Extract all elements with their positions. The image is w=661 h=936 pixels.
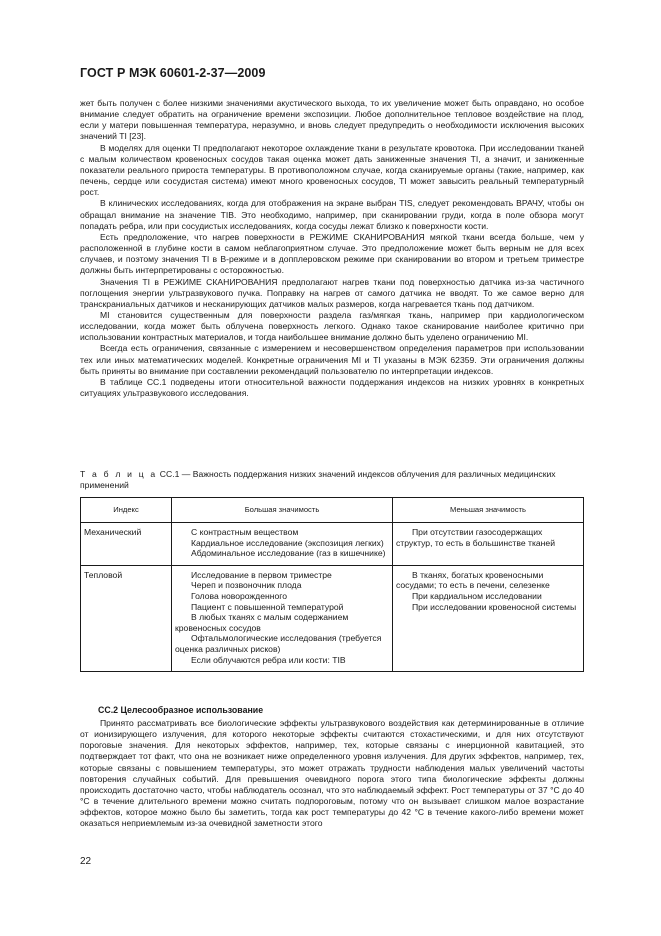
list-item: Череп и позвоночник плода [191, 580, 302, 591]
list-item: При кардиальном исследовании [412, 590, 542, 601]
paragraph: Принято рассматривать все биологические эффекты ультразвукового воздействия как детерминированные в отличие от ионизирующего излучения, для которого некоторые эффекты считаются стохастическими, и для них отсутствуют пороговые значения. Для некоторых эффектов, например, тех, которые связаны с инерционной кавитацией, это подтверждает тот факт, что она не возникает ниже определенного уровня излучения. Для других эффектов, например, тех, которые связаны с повышением температуры, это может отражать трудности наблюдения малых увеличений частоты повторения случайных событий. Для превышения очевидного порога этого типа биологические эффекты должны происходить достаточно часто, чтобы наблюдатель осознал, что это наблюдаемый эффект. Рост температуры от 37 °С до 40 °С в течение длительного времени можно считать подпороговым, потому что он вызывает слишком малое возрастание эффектов, которое можно было бы заметить, тогда как рост температуры до 42 °С в течение какого-либо времени может оказаться неприемлемым из-за очевидной заметности этого [80, 718, 584, 829]
list-item: Исследование в первом триместре [191, 569, 332, 580]
cell-high [172, 523, 393, 566]
table-caption-text: СС.1 — Важность поддержания низких значений индексов облучения для различных медицинских применений [80, 469, 556, 490]
header-index: Индекс [81, 498, 172, 523]
table-row [81, 565, 584, 671]
cell-index: Тепловой [81, 565, 172, 671]
paragraph: жет быть получен с более низкими значениями акустического выхода, то их увеличение может быть оправдано, но особое внимание следует обратить на ограничение времени экспозиции. Любое дополнительное тепловое воздействие на плод, если у матери повышенная температура, неразумно, и вновь следует предупредить о необходимости исключения высоких значений TI [23]. [80, 98, 584, 142]
header-low: Меньшая значимость [393, 498, 584, 523]
list-item: При исследовании кровеносной системы [412, 601, 577, 612]
header-high: Большая значимость [172, 498, 393, 523]
cell-index: Механический [81, 523, 172, 566]
table-row [81, 523, 584, 566]
paragraph: В клинических исследованиях, когда для отображения на экране выбран TIS, следует рекомендовать ВРАЧУ, чтобы он обращал внимание на значение TIB. Это необходимо, например, при сканировании груди, когда в поле обзора могут попадать ребра, или при сосудистых исследованиях, когда сосуды лежат близко к поверхности кости. [80, 198, 584, 231]
body-text-top [80, 98, 584, 399]
body-text-bottom [80, 718, 584, 830]
paragraph: Значения TI в РЕЖИМЕ СКАНИРОВАНИЯ предполагают нагрев ткани под поверхностью датчика из-за частичного поглощения энергии ультразвукового пучка. Поправку на нагрев от самого датчика не вводят. То же самое верно для транскраниальных датчиков и несканирующих датчиков малых размеров, когда нагревается ткань под датчиком. [80, 276, 584, 309]
page-number: 22 [80, 856, 92, 867]
list-item: Голова новорожденного [191, 590, 287, 601]
cell-low [393, 523, 584, 566]
table-header-row [81, 498, 584, 523]
list-item: В любых тканях с малым содержанием кровеносных сосудов [175, 612, 349, 633]
list-item: В тканях, богатых кровеносными сосудами; то есть в печени, селезенке [396, 569, 550, 591]
importance-table [80, 497, 584, 672]
paragraph: Всегда есть ограничения, связанные с измерением и несовершенством определения параметров при использовании тех или иных математических моделей. Конкретные ограничения MI и TI указаны в МЭК 62359. Эти ограничения должны быть приняты во внимание при составлении рекомендаций пользователю по интерпретации индексов. [80, 343, 584, 376]
standard-header: ГОСТ Р МЭК 60601-2-37—2009 [80, 66, 266, 80]
cell-high [172, 565, 393, 671]
list-item: При отсутствии газосодержащих структур, то есть в большинстве тканей [396, 527, 555, 548]
cell-low [393, 565, 584, 671]
list-item: Пациент с повышенной температурой [191, 601, 344, 612]
table-caption-label: Т а б л и ц а [80, 469, 158, 479]
list-item: Если облучаются ребра или кости: TIB [191, 654, 346, 665]
paragraph: В моделях для оценки TI предполагают некоторое охлаждение ткани в результате кровотока. При исследовании тканей с малым количеством кровеносных сосудов такая оценка может дать заниженные значения TI, а значит, и заниженные показатели реального прироста температуры. В противоположном случае, когда сканируемые органы (такие, например, как печень, сердце или сосудистая система) имеют много кровеносных сосудов, TI может завысить реальный температурный рост. [80, 142, 584, 198]
list-item: Офтальмологические исследования (требуется оценка различных рисков) [175, 633, 382, 654]
paragraph: Есть предположение, что нагрев поверхности в РЕЖИМЕ СКАНИРОВАНИЯ мягкой ткани всегда больше, чем у расположенной в глубине кости в самом неблагоприятном случае. Это предположение может быть верным не для всех случаев, и поэтому значения TI в B-режиме и в допплеровском режиме при сканировании во втором и третьем триместре должны быть интерпретированы с осторожностью. [80, 231, 584, 276]
paragraph: MI становится существенным для поверхности раздела газ/мягкая ткань, например при кардиологическом исследовании, когда может быть облучена поверхность легкого. Однако такое сканирование наиболее критично при использовании контрастных материалов, и тогда наибольшее внимание должно быть уделено ограничению MI. [80, 309, 584, 343]
table-caption [80, 469, 584, 491]
paragraph: В таблице СС.1 подведены итоги относительной важности поддержания индексов на низких уровнях в конкретных ситуациях ультразвукового исследования. [80, 376, 584, 399]
list-item: Абдоминальное исследование (газ в кишечнике) [191, 548, 386, 559]
list-item: С контрастным веществом [191, 527, 299, 537]
section-heading: СС.2 Целесообразное использование [98, 705, 264, 715]
list-item: Кардиальное исследование (экспозиция легких) [191, 537, 384, 548]
